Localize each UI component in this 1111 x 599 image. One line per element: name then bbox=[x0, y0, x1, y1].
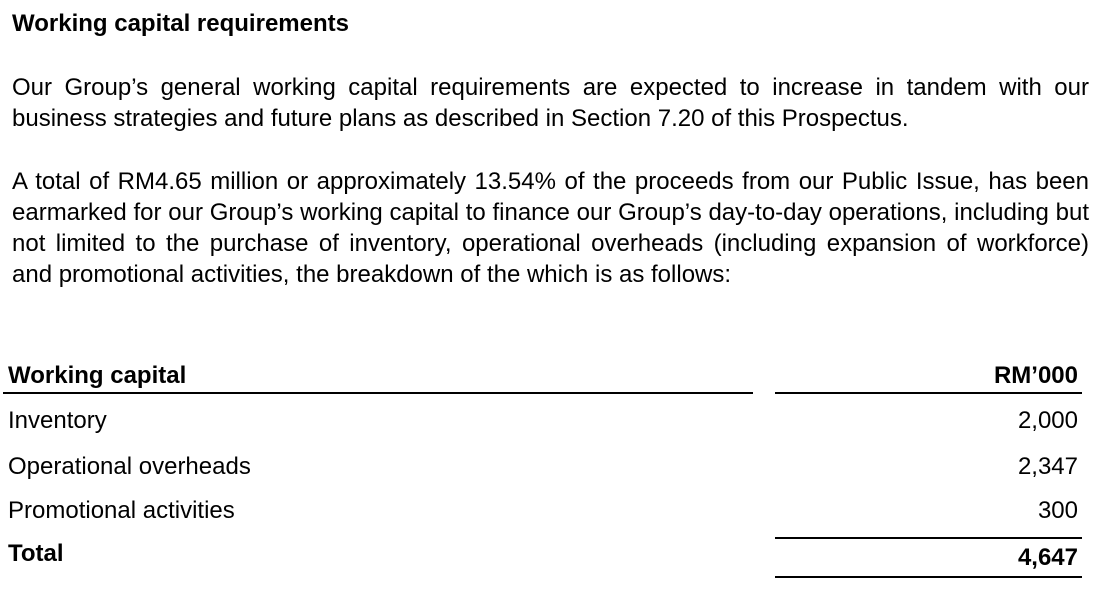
total-underline bbox=[775, 576, 1082, 578]
table-total-label: Total bbox=[8, 540, 64, 567]
intro-paragraph: Our Group’s general working capital requirements are expected to increase in tandem with our business strategies and future plans as described in Section 7.20 of this Prospectus. bbox=[12, 74, 1089, 132]
table-header-label: Working capital bbox=[8, 362, 187, 389]
table-total-value: 4,647 bbox=[1017, 544, 1078, 571]
table-row-value: 300 bbox=[1037, 497, 1078, 524]
header-underline-right bbox=[775, 392, 1082, 394]
table-row-label: Operational overheads bbox=[8, 453, 251, 480]
table-header-unit: RM’000 bbox=[993, 362, 1078, 389]
table-row-label: Inventory bbox=[8, 407, 107, 434]
header-underline-left bbox=[3, 392, 753, 394]
table-row-value: 2,000 bbox=[1017, 407, 1078, 434]
section-heading: Working capital requirements bbox=[12, 10, 349, 37]
table-row-value: 2,347 bbox=[1017, 453, 1078, 480]
total-overline bbox=[775, 537, 1082, 539]
proceeds-paragraph: A total of RM4.65 million or approximately 13.54% of the proceeds from our Public Issue, has been earmarked for our Group’s working capital to finance our Group’s day-to-day operations, including but not limited to the purchase of inventory, operational overheads (including expansion of workforce) and promotional activities, the breakdown of the which is as follows: bbox=[12, 168, 1089, 288]
table-row-label: Promotional activities bbox=[8, 497, 235, 524]
